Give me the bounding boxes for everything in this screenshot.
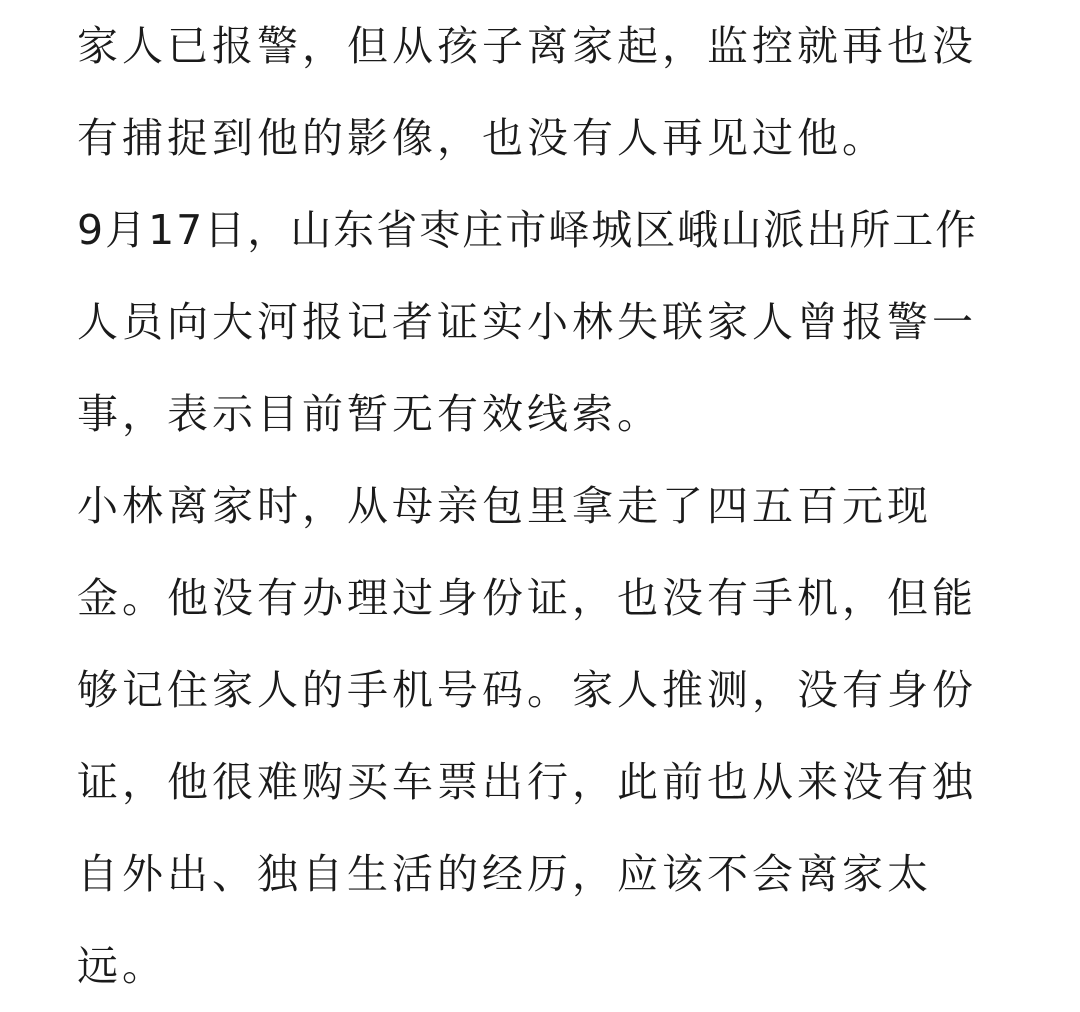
text-line: 够记住家人的手机号码。家人推测，没有身份 (77, 666, 977, 714)
text-line: 自外出、独自生活的经历，应该不会离家太 (77, 850, 932, 898)
paragraph-1 (77, 0, 1007, 184)
text-line: 人员向大河报记者证实小林失联家人曾报警一 (77, 298, 977, 346)
text-line: 有捕捉到他的影像，也没有人再见过他。 (77, 114, 887, 162)
paragraph-2 (77, 184, 1007, 460)
text-line: 金。他没有办理过身份证，也没有手机，但能 (77, 574, 977, 622)
article-body (77, 0, 1007, 1012)
text-line: 9月17日，山东省枣庄市峄城区峨山派出所工作 (77, 206, 979, 254)
text-line: 证，他很难购买车票出行，此前也从来没有独 (77, 758, 977, 806)
text-line: 事，表示目前暂无有效线索。 (77, 390, 662, 438)
text-line: 家人已报警，但从孩子离家起，监控就再也没 (77, 22, 977, 70)
paragraph-3 (77, 460, 1007, 1012)
text-line: 远。 (77, 942, 167, 990)
text-line: 小林离家时，从母亲包里拿走了四五百元现 (77, 482, 932, 530)
